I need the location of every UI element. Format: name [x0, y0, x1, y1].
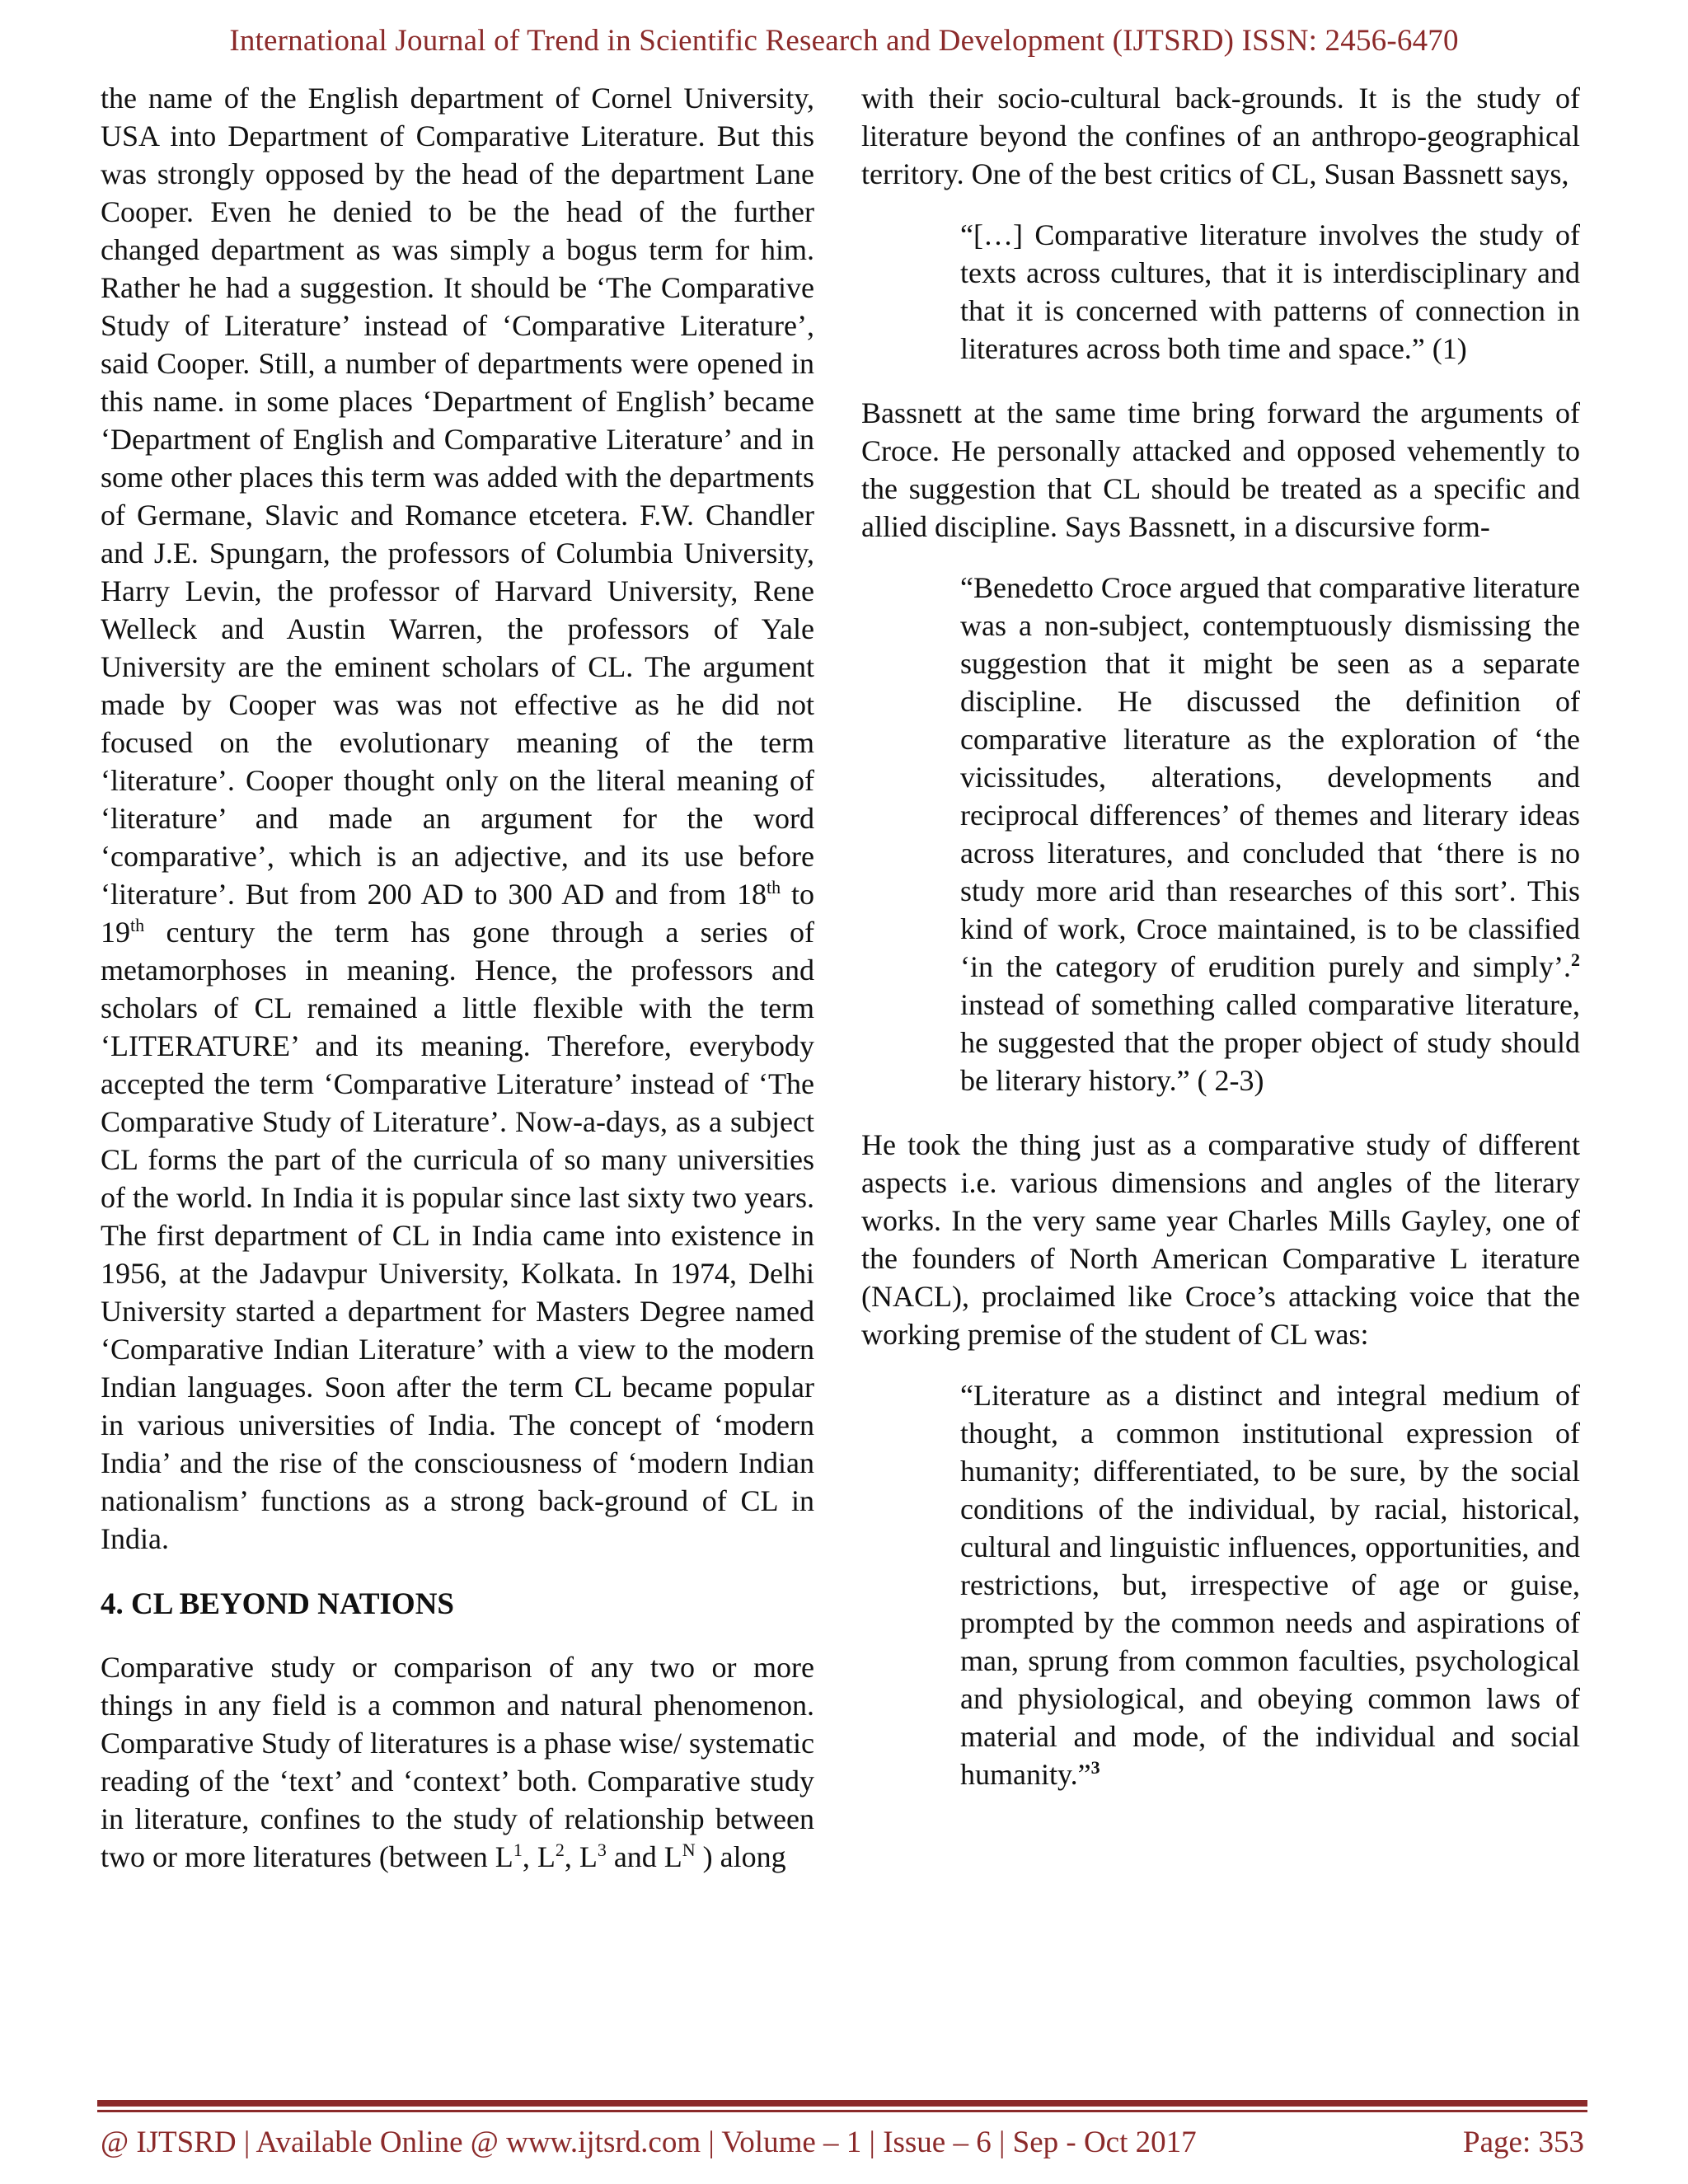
text-run: ) along — [695, 1840, 786, 1873]
text-run: “Literature as a distinct and integral medium of thought, a common institutional expression of humanity; differentiated, to be sure, by the social conditions of the individual, by racial, historical, cultural and linguistic influences, opportunities, and restrictions, but, irrespective of age or guise, prompted by the common needs and aspirations of man, sprung from common faculties, psychological and physiological, and obeying common laws of material and mode, of the individual and social humanity.” — [960, 1379, 1580, 1791]
block-quote — [861, 1376, 1580, 1793]
body-paragraph: He took the thing just as a comparative study of different aspects i.e. various dimensions and angles of the literary works. In the very same year Charles Mills Gayley, one of the founders of North American Comparative L iterature (NACL), proclaimed like Croce’s attacking voice that the working premise of the student of CL was: — [861, 1128, 1580, 1351]
right-column — [861, 79, 1580, 1818]
page-footer — [101, 2125, 1584, 2160]
superscript: 2 — [1571, 949, 1580, 970]
section-heading: 4. CL BEYOND NATIONS — [101, 1587, 455, 1621]
text-run: Comparative study or comparison of any two or more things in any field is a common and natural phenomenon. Comparative Study of literatures is a phase wise/ systematic reading of the ‘text’ and ‘context’ both. Comparative study in literature, confines to the study of relationship between two or more literatures (between L — [101, 1651, 814, 1873]
text-run: instead of something called comparative literature, he suggested that the proper object of study should be literary history.” ( 2-3) — [960, 988, 1580, 1097]
superscript: 1 — [513, 1840, 523, 1860]
superscript: 3 — [1090, 1757, 1100, 1778]
footer-rule-thin — [97, 2110, 1587, 2112]
text-run: century the term has gone through a series of metamorphoses in meaning. Hence, the professors and scholars of CL remained a little flexible with the term ‘LITERATURE’ and its meaning. Therefore, everybody accepted the term ‘Comparative Literature’ instead of ‘The Comparative Study of Literature’. Now-a-days, as a subject CL forms the part of the curricula of so many universities of the world. In India it is popular since last sixty two years. The first department of CL in India came into existence in 1956, at the Jadavpur University, Kolkata. In 1974, Delhi University started a department for Masters Degree named ‘Comparative Indian Literature’ with a view to the modern Indian languages. Soon after the term CL became popular in various universities of India. The concept of ‘modern India’ and the rise of the consciousness of ‘modern Indian nationalism’ functions as a strong back-ground of CL in India. — [101, 916, 814, 1555]
text-run: the name of the English department of Cornel University, USA into Department of Comparative Literature. But this was strongly opposed by the head of the department Lane Cooper. Even he denied to be the head of the further changed department as was simply a bogus term for him. Rather he had a suggestion. It should be ‘The Comparative Study of Literature’ instead of ‘Comparative Literature’, said Cooper. Still, a number of departments were opened in this name. in some places ‘Department of English’ became ‘Department of English and Comparative Literature’ and in some other places this term was added with the departments of Germane, Slavic and Romance etcetera. F.W. Chandler and J.E. Spungarn, the professors of Columbia University, Harry Levin, the professor of Harvard University, Rene Welleck and Austin Warren, the professors of Yale University are the eminent scholars of CL. The argument made by Cooper was was not effective as he did not focused on the evolutionary meaning of the term ‘literature’. Cooper thought only on the literal meaning of ‘literature’ and made an argument for the word ‘comparative’, which is an adjective, and its use before ‘literature’. But from 200 AD to 300 AD and from 18 — [101, 82, 814, 911]
body-paragraph: with their socio-cultural back-grounds. It is the study of literature beyond the confines of an anthropo-geographical territory. One of the best critics of CL, Susan Bassnett says, — [861, 82, 1580, 190]
text-run: , L — [522, 1840, 556, 1873]
superscript: N — [682, 1840, 696, 1860]
text-run: “Benedetto Croce argued that comparative literature was a non-subject, contemptuously dismissing the suggestion that it might be seen as a separate discipline. He discussed the definition of comparative literature as the exploration of ‘the vicissitudes, alterations, developments and reciprocal differences’ of themes and literary ideas across literatures, and concluded that ‘there is no study more arid than researches of this sort’. This kind of work, Croce maintained, is to be classified ‘in the category of erudition purely and simply’. — [960, 571, 1580, 983]
block-quote — [861, 569, 1580, 1099]
left-column — [101, 79, 814, 1876]
text-run: to 19 — [101, 878, 814, 949]
superscript: 2 — [555, 1840, 565, 1860]
footer-info: @ IJTSRD | Available Online @ www.ijtsrd.com | Volume – 1 | Issue – 6 | Sep - Oct 2017 — [101, 2125, 1197, 2159]
superscript: th — [766, 877, 781, 898]
footer-rule-thick — [97, 2100, 1587, 2107]
body-paragraph — [101, 1648, 814, 1876]
journal-header: International Journal of Trend in Scientific Research and Development (IJTSRD) ISSN: 2456-6470 — [229, 24, 1459, 58]
page-number: Page: 353 — [1463, 2125, 1584, 2159]
text-run: , L — [564, 1840, 598, 1873]
body-paragraph — [101, 79, 814, 1558]
block-quote: “[…] Comparative literature involves the study of texts across cultures, that it is interdisciplinary and that it is concerned with patterns of connection in literatures across both time and space.” (1) — [960, 218, 1580, 365]
text-run: and L — [606, 1840, 682, 1873]
superscript: th — [130, 915, 145, 935]
body-paragraph: Bassnett at the same time bring forward the arguments of Croce. He personally attacked and opposed vehemently to the suggestion that CL should be treated as a specific and allied discipline. Says Bassnett, in a discursive form- — [861, 396, 1580, 543]
superscript: 3 — [597, 1840, 607, 1860]
